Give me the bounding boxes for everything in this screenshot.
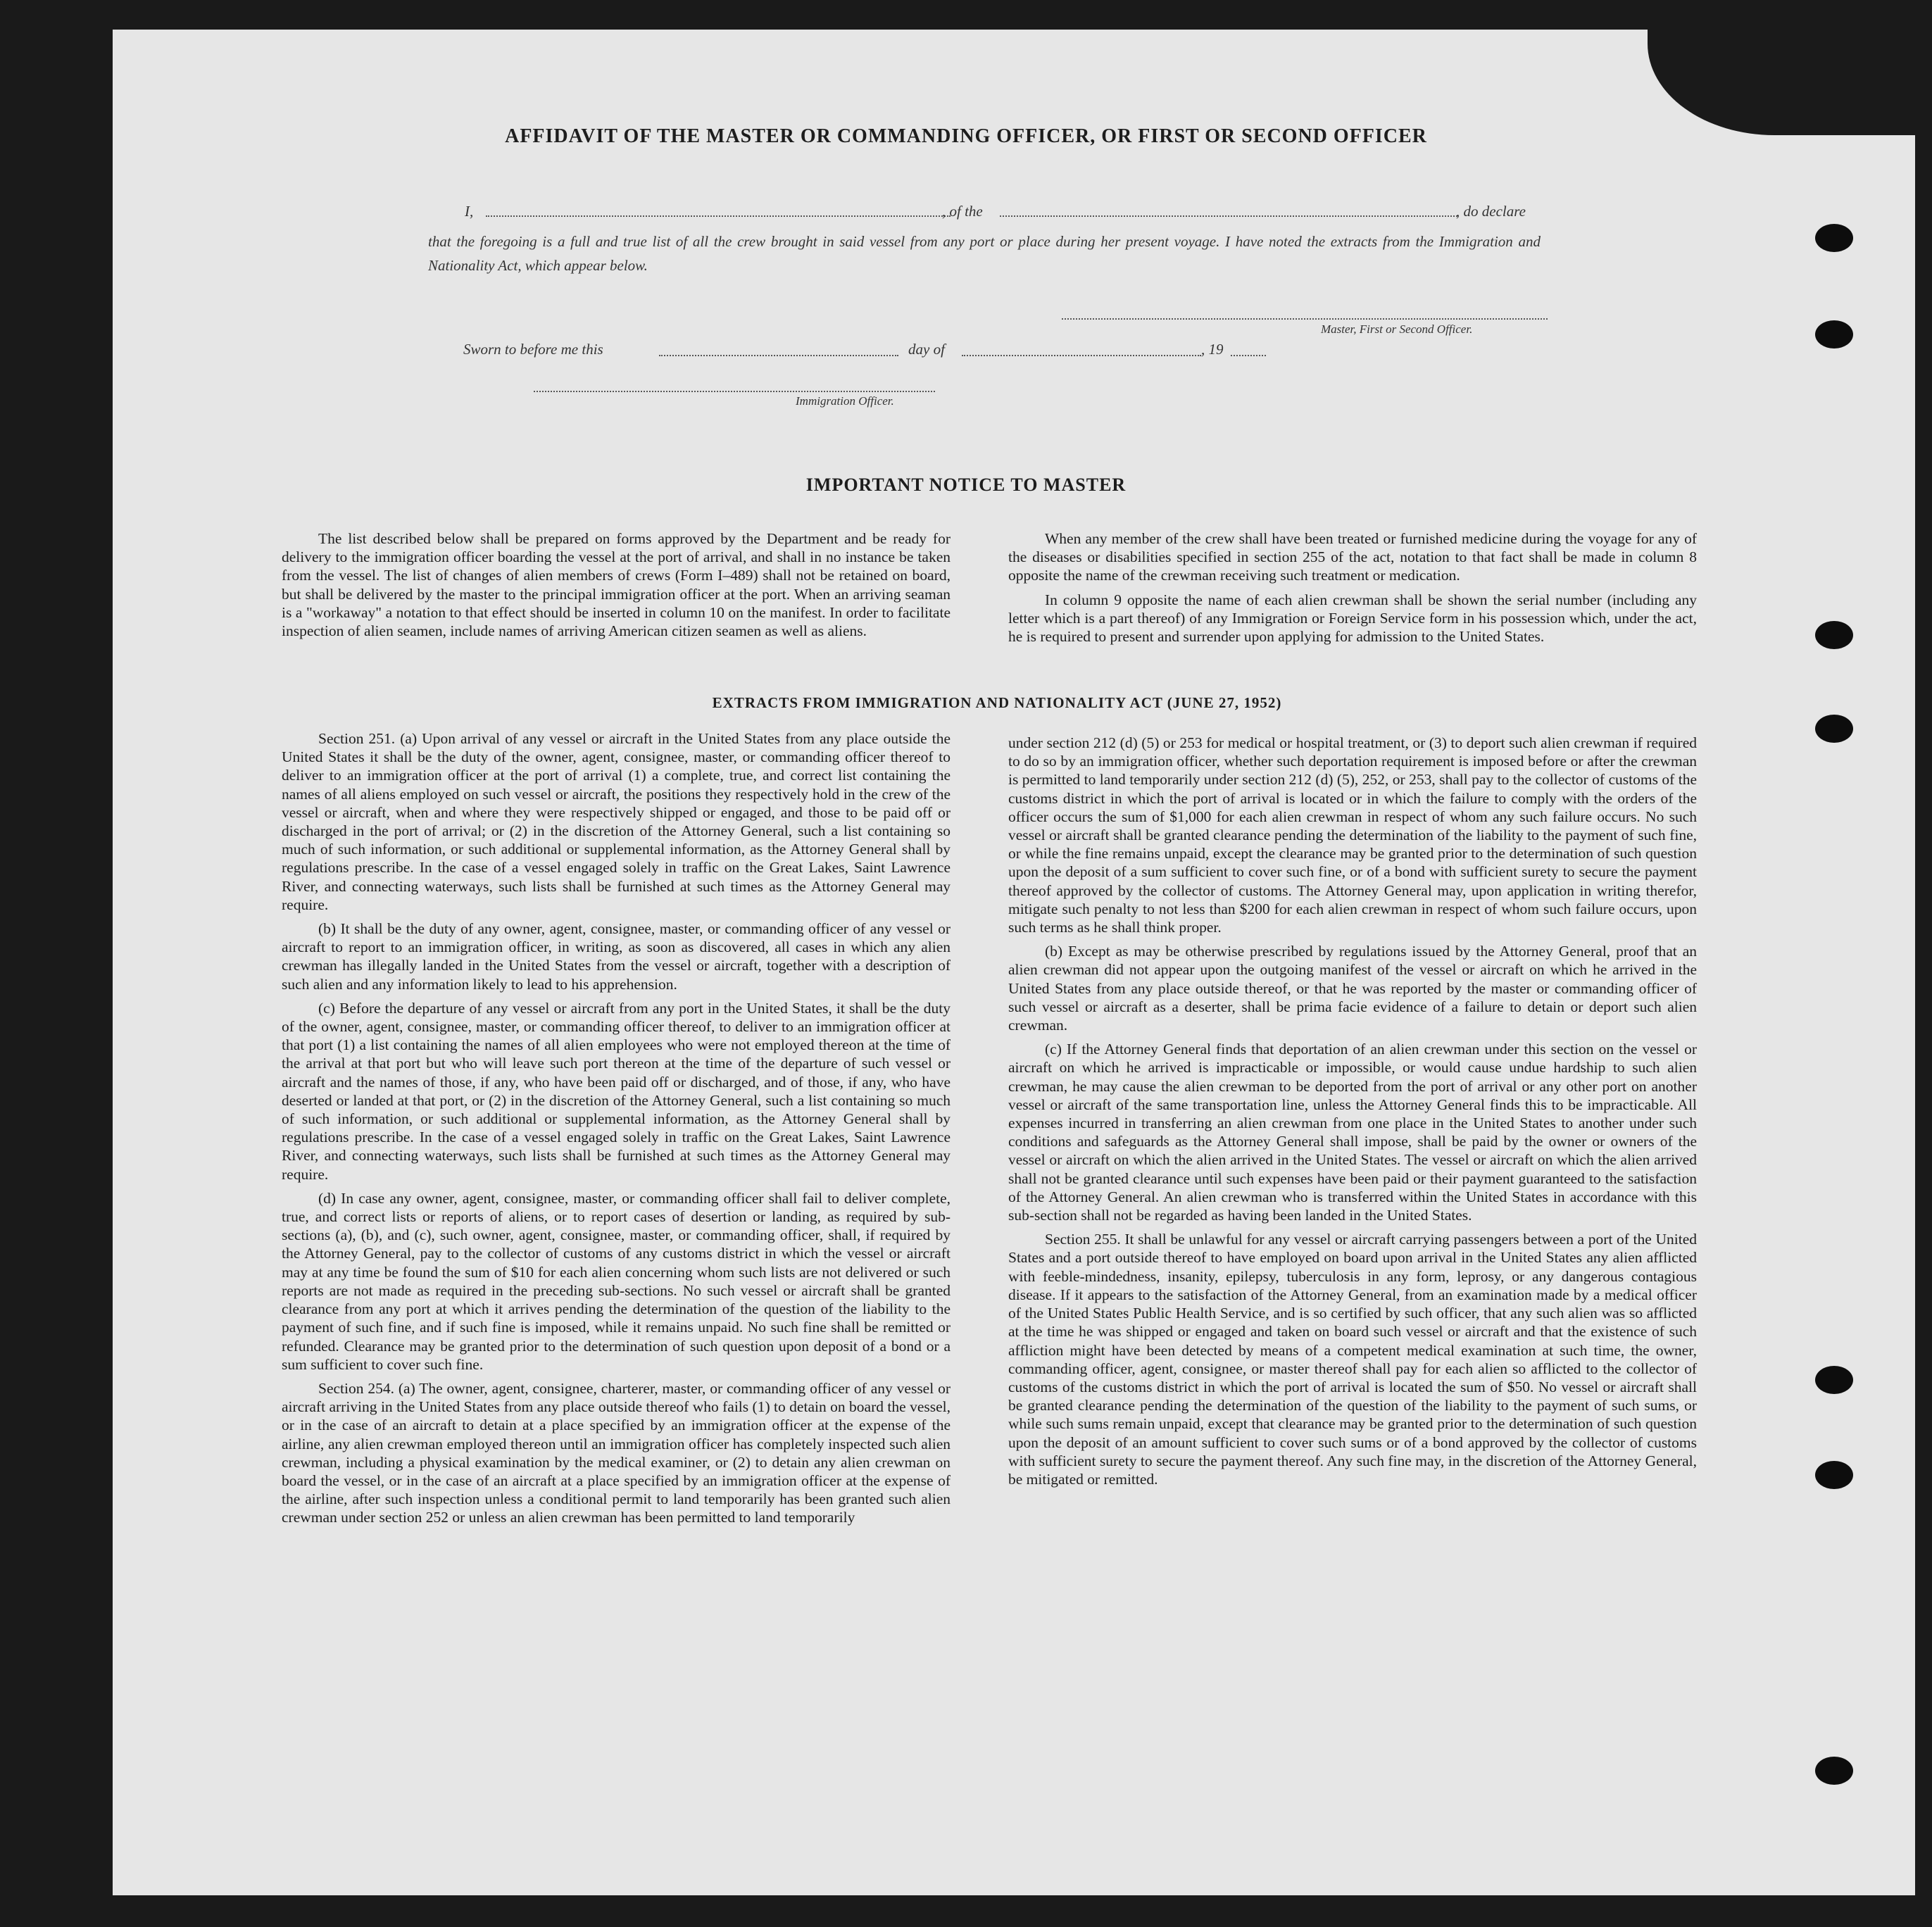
punch-hole: [1815, 1757, 1853, 1785]
name-line[interactable]: [486, 215, 951, 217]
punch-hole: [1815, 1366, 1853, 1394]
do-declare-label: , do declare: [1456, 203, 1526, 220]
extract-paragraph: Section 254. (a) The owner, agent, consignee, charterer, master, or commanding officer of any vessel or aircraft arriving in the United States from any place outside thereof who fails (1) to detain on board the vessel, or in the case of an aircraft to detain at a place specified by an immigration officer at the expense of the airline, any alien crewman employed thereon until an immigration officer has completely inspected such alien crewman, including a physical examination by the medical examiner, or (2) to detain any alien crewman on board the vessel, or in the case of an aircraft at a place specified by an immigration officer at the expense of the airline, after such inspection unless a conditional permit to land temporarily has been granted such alien crewman under section 252 or unless an alien crewman has been permitted to land temporarily: [282, 1379, 951, 1526]
day-of-label: day of: [908, 341, 945, 358]
i-label: I,: [465, 203, 474, 220]
extract-paragraph: (c) If the Attorney General finds that deportation of an alien crewman under this section on the vessel or aircraft on which he arrived is impracticable or impossible, or would cause undue hardship to such alien crewman, he may cause the alien crewman to be deported from the port of arrival or any other port on another vessel or aircraft of the same transportation line, unless the Attorney General finds this to be impracticable. All expenses incurred in transferring an alien crewman from one place in the United States to another under such conditions and safeguards as the Attorney General shall impose, shall be paid by the owner or owners of the vessel or aircraft on which the alien arrived in the United States. The vessel or aircraft on which the alien arrived shall not be granted clearance until such expenses have been paid or their payment guaranteed to the satisfaction of the Attorney General. An alien crewman who is transferred within the United States in accordance with this sub-section shall not be regarded as having been landed in the United States.: [1008, 1041, 1697, 1224]
notice-paragraph: When any member of the crew shall have been treated or furnished medicine during the voyage for any of the diseases or disabilities specified in section 255 of the act, notation to that fact shall be made in column 8 opposite the name of the crewman receiving such treatment or medication.: [1008, 530, 1697, 584]
punch-hole: [1815, 621, 1853, 649]
extracts-right-column: [1008, 734, 1697, 1494]
extracts-title: EXTRACTS FROM IMMIGRATION AND NATIONALITY ACT (JUNE 27, 1952): [712, 694, 1282, 711]
extract-paragraph: (b) Except as may be otherwise prescribed by regulations issued by the Attorney General, proof that an alien crewman did not appear upon the outgoing manifest of the vessel or aircraft on which he arrived in the United States from any place outside thereof, or that he was reported by the master or commanding officer of such vessel or aircraft as a deserter, shall be prima facie evidence of a failure to detain or deport such alien crewman.: [1008, 943, 1697, 1034]
extract-paragraph: (b) It shall be the duty of any owner, agent, consignee, master, or commanding officer of any vessel or aircraft to report to an immigration officer, in writing, as soon as discovered, all cases in which any alien crewman has illegally landed in the United States from the vessel or aircraft, together with a description of such alien and any information likely to lead to his apprehension.: [282, 920, 951, 993]
sworn-year-line[interactable]: [1231, 355, 1266, 356]
immigration-caption: Immigration Officer.: [796, 394, 894, 408]
sworn-day-line[interactable]: [659, 355, 898, 356]
notice-paragraph: In column 9 opposite the name of each alien crewman shall be shown the serial number (including any letter which is a part thereof) of any Immigration or Foreign Service form in his possession which, under the act, he is required to present and surrender upon applying for admission to the United States.: [1008, 591, 1697, 646]
extract-paragraph: (d) In case any owner, agent, consignee, master, or commanding officer shall fail to deliver complete, true, and correct lists or reports of aliens, or to report cases of desertion or landing, as required by sub-sections (a), (b), and (c), such owner, agent, consignee, master, or commanding officer, shall, if required by the Attorney General, pay to the collector of customs of any customs district in which the vessel or aircraft may at any time be found the sum of $10 for each alien concerning whom such lists are not delivered or such reports are not made as required in the preceding sub-sections. No such vessel or aircraft shall be granted clearance from any port at which it arrives pending the determination of the question of the liability to the payment of such fine, and if such fine is imposed, while it remains unpaid. No such fine shall be remitted or refunded. Clearance may be granted prior to the determination of such question upon deposit of a bond or a sum sufficient to cover such fine.: [282, 1189, 951, 1373]
affidavit-title: AFFIDAVIT OF THE MASTER OR COMMANDING OFFICER, OR FIRST OR SECOND OFFICER: [505, 125, 1427, 147]
sworn-label: Sworn to before me this: [463, 341, 603, 358]
affidavit-statement: that the foregoing is a full and true list of all the crew brought in said vessel from any port or place during her present voyage. I have noted the extracts from the Immigration and Nationality Act, which appear below.: [428, 233, 1541, 274]
extracts-left-column: [282, 729, 951, 1533]
notice-left-column: [282, 529, 951, 646]
of-the-label: , of the: [942, 203, 983, 220]
punch-hole: [1815, 320, 1853, 349]
extract-paragraph: under section 212 (d) (5) or 253 for medical or hospital treatment, or (3) to deport such alien crewman if required to do so by an immigration officer, whether such deportation requirement is imposed before or after the crewman is permitted to land temporarily under section 212 (d) (5), 252, or 253, shall pay to the collector of customs of the customs district in which the port of arrival is located or in which the failure to comply with the orders of the officer occurs the sum of $1,000 for each alien crewman in respect of whom any such failure occurs. No such vessel or aircraft shall be granted clearance pending the determination of the liability to the payment of such fine, or while the fine remains unpaid, except the clearance may be granted prior to the determination of such question upon the deposit of a sum sufficient to cover such fine, or of a bond with sufficient surety to secure the payment thereof approved by the collector of customs. The Attorney General may, upon application in writing therefor, mitigate such penalty to not less than $200 for each alien crewman in respect of whom such failure occurs, upon such terms as he shall think proper.: [1008, 734, 1697, 936]
notice-right-column: [1008, 529, 1697, 651]
extract-paragraph: Section 251. (a) Upon arrival of any vessel or aircraft in the United States from any place outside the United States it shall be the duty of the owner, agent, consignee, master, or commanding officer thereof to deliver to an immigration officer at the port of arrival (1) a complete, true, and correct list containing the names of all aliens employed on such vessel or aircraft, the positions they respectively hold in the crew of the vessel or aircraft, when and where they were respectively shipped or engaged, and those to be paid off or discharged in the port of arrival; or (2) in the discretion of the Attorney General, such a list containing so much of such information, or such additional or supplemental information, as the Attorney General shall by regulations prescribe. In the case of a vessel engaged solely in traffic on the Great Lakes, Saint Lawrence River, and connecting waterways, such lists shall be furnished at such times as the Attorney General may require.: [282, 730, 951, 913]
extract-paragraph: (c) Before the departure of any vessel or aircraft from any port in the United States, it shall be the duty of the owner, agent, consignee, master, or commanding officer thereof, to deliver to an immigration officer at that port (1) a list containing the names of all alien employees who were not employed thereon at the time of the arrival at that port but who will leave such port thereon at the time of the departure of such vessel or aircraft and the names of those, if any, who have been paid off or discharged, and of those, if any, who have deserted or landed at that port, or (2) in the discretion of the Attorney General, such a list containing so much of such information, or such additional or supplemental information, as the Attorney General shall by regulations prescribe. In the case of a vessel engaged solely in traffic on the Great Lakes, Saint Lawrence River, and connecting waterways, such lists shall be furnished at such times as the Attorney General may require.: [282, 999, 951, 1183]
vessel-line[interactable]: [1000, 215, 1457, 217]
master-caption: Master, First or Second Officer.: [1321, 322, 1473, 336]
extract-paragraph: Section 255. It shall be unlawful for any vessel or aircraft carrying passengers between a port of the United States and a port outside thereof to have employed on board upon arrival in the United States any alien afflicted with feeble-mindedness, insanity, epilepsy, tuberculosis in any form, leprosy, or any dangerous contagious disease. If it appears to the satisfaction of the Attorney General, from an examination made by a medical officer of the United States Public Health Service, and is so certified by such officer, that any such alien was so afflicted at the time he was shipped or engaged and taken on board such vessel or aircraft and that the existence of such affliction might have been detected by means of a competent medical examination at such time, the owner, commanding officer, agent, consignee, or master thereof shall pay for each alien so afflicted to the collector of customs of the customs district in which the port of arrival is located the sum of $50. No vessel or aircraft shall be granted clearance pending the determination of the question of the liability to the payment of such sums, or while such sums remain unpaid, except that clearance may be granted prior to the determination of such question upon the deposit of an amount sufficient to cover such sums or of a bond approved by the collector of customs with sufficient surety to secure the payment thereof. Any such fine may, in the discretion of the Attorney General, be mitigated or remitted.: [1008, 1231, 1697, 1488]
sworn-month-line[interactable]: [962, 355, 1201, 356]
year-label: , 19: [1201, 341, 1224, 358]
master-signature-line[interactable]: [1062, 318, 1548, 320]
punch-hole: [1815, 1461, 1853, 1489]
notice-title: IMPORTANT NOTICE TO MASTER: [805, 475, 1127, 495]
immigration-signature-line[interactable]: [534, 391, 935, 392]
punch-hole: [1815, 224, 1853, 252]
notice-paragraph: The list described below shall be prepared on forms approved by the Department and be ready for delivery to the immigration officer boarding the vessel at the port of arrival, and shall in no instance be taken from the vessel. The list of changes of alien members of crews (Form I–489) shall not be retained on board, but shall be delivered by the master to the principal immigration officer at the port. When an arriving seaman is a "workaway" a notation to that effect should be inserted in column 10 on the manifest. In order to facilitate inspection of alien seamen, include names of arriving American citizen seamen as well as aliens.: [282, 530, 951, 640]
punch-hole: [1815, 715, 1853, 743]
